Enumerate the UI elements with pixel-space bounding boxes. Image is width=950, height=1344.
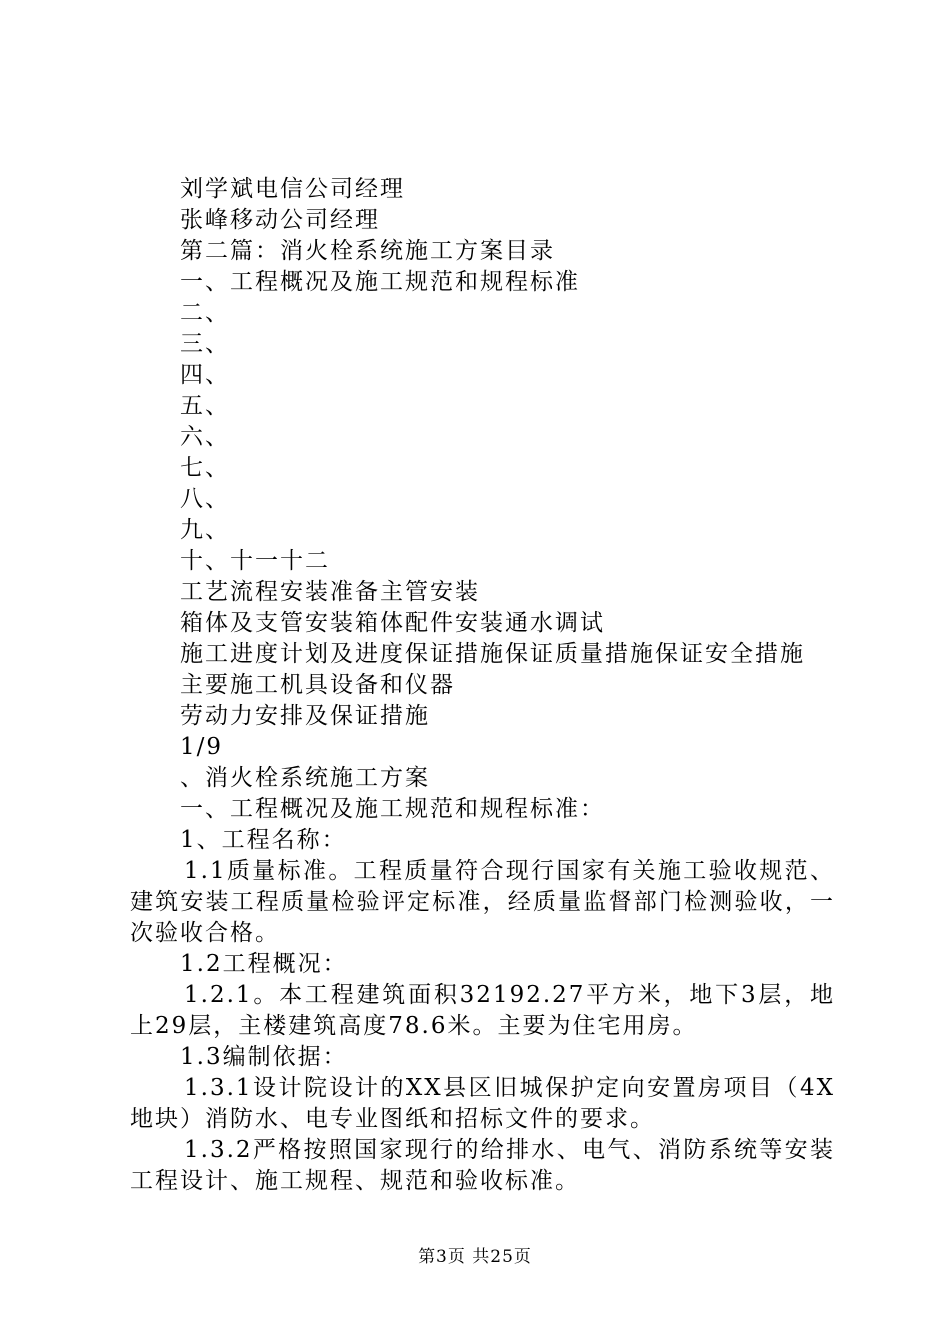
toc-item: 八、 bbox=[180, 486, 230, 512]
toc-item: 劳动力安排及保证措施 bbox=[180, 703, 430, 729]
paragraph: 1.2.1。本工程建筑面积32192.27平方米，地下3层，地上29层，主楼建筑高度78.6米。主要为住宅用房。 bbox=[130, 982, 835, 1039]
toc-item: 九、 bbox=[180, 517, 230, 543]
toc-item: 工艺流程安装准备主管安装 bbox=[180, 579, 480, 605]
toc-item: 箱体及支管安装箱体配件安装通水调试 bbox=[180, 610, 605, 636]
paragraph: 1.1质量标准。工程质量符合现行国家有关施工验收规范、建筑安装工程质量检验评定标准，经质量监督部门检测验收，一次验收合格。 bbox=[130, 858, 835, 946]
paragraph: 1.3.1设计院设计的XX县区旧城保护定向安置房项目（4X地块）消防水、电专业图纸和招标文件的要求。 bbox=[130, 1075, 835, 1132]
document-body bbox=[130, 174, 835, 1197]
subsection-heading: 1、工程名称： bbox=[180, 827, 347, 853]
section-heading: 一、工程概况及施工规范和规程标准： bbox=[180, 796, 605, 822]
toc-item: 七、 bbox=[180, 455, 230, 481]
toc-item: 五、 bbox=[180, 393, 230, 419]
toc-item: 十、十一十二 bbox=[180, 548, 330, 574]
toc-item: 二、 bbox=[180, 300, 230, 326]
text-line: 刘学斌电信公司经理 bbox=[180, 176, 405, 202]
toc-item: 一、工程概况及施工规范和规程标准 bbox=[180, 269, 580, 295]
subsection-heading: 1.2工程概况： bbox=[180, 951, 348, 977]
toc-item: 四、 bbox=[180, 362, 230, 388]
toc-item: 三、 bbox=[180, 331, 230, 357]
page-marker: 1/9 bbox=[180, 734, 224, 760]
paragraph: 1.3.2严格按照国家现行的给排水、电气、消防系统等安装工程设计、施工规程、规范和验收标准。 bbox=[130, 1137, 835, 1194]
toc-item: 六、 bbox=[180, 424, 230, 450]
subsection-heading: 1.3编制依据： bbox=[180, 1044, 348, 1070]
toc-item: 施工进度计划及进度保证措施保证质量措施保证安全措施 bbox=[180, 641, 805, 667]
page-footer: 第3页 共25页 bbox=[418, 1247, 532, 1267]
section-title: 、消火栓系统施工方案 bbox=[180, 765, 430, 791]
text-line: 张峰移动公司经理 bbox=[180, 207, 380, 233]
toc-item: 主要施工机具设备和仪器 bbox=[180, 672, 455, 698]
section-title: 第二篇：消火栓系统施工方案目录 bbox=[180, 238, 555, 264]
